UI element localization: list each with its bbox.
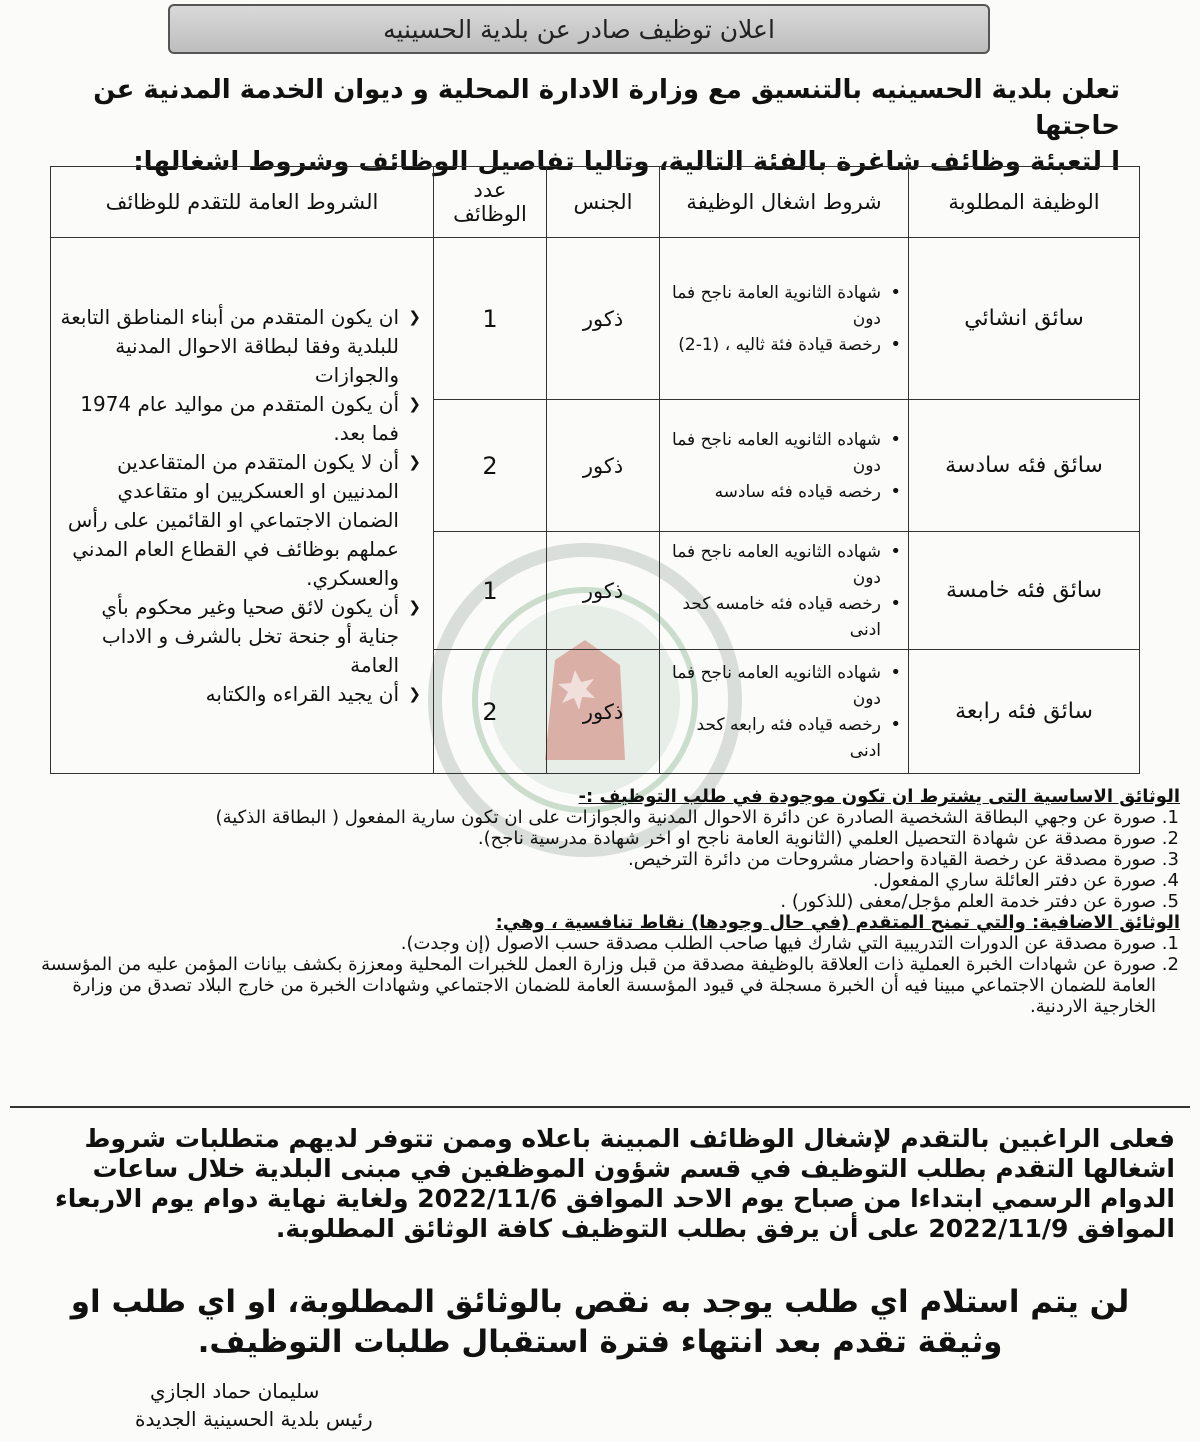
- intro-line-1: تعلن بلدية الحسينيه بالتنسيق مع وزارة الادارة المحلية و ديوان الخدمة المدنية عن حاجتها: [93, 75, 1120, 141]
- intro-paragraph: [70, 72, 1120, 180]
- general-condition-item: ❮ أن يجيد القراءه والكتابه: [55, 680, 421, 709]
- job-gender: ذكور: [547, 650, 660, 774]
- doc-item: 2. صورة عن شهادات الخبرة العملية ذات العلاقة بالوظيفة مصدقة من قبل وزارة العمل للخبرات المحلية ومعززة بكشف بيانات المؤمن عليه من المؤسسة العامة للضمان الاجتماعي مبينا فيه أن الخبرة مسجلة في قيود المؤسسة العامة للضمان الاجتماعي وشهادات الخبرة من خارج البلاد تصدق من وزارة الخارجية الاردنية.: [10, 954, 1156, 1017]
- general-condition-item: ❮ أن يكون المتقدم من مواليد عام 1974 فما بعد.: [55, 390, 421, 448]
- general-condition-item: ❮ أن لا يكون المتقدم من المتقاعدين المدنيين او العسكريين او متقاعدي الضمان الاجتماعي او القائمين على رأس عملهم بوظائف في القطاع العام المدني والعسكري.: [55, 448, 421, 593]
- documents-section: [10, 786, 1180, 1017]
- doc-item: 3. صورة مصدقة عن رخصة القيادة واحضار مشروحات من دائرة الترخيص.: [10, 849, 1156, 870]
- job-gender: ذكور: [547, 238, 660, 400]
- header-count: عدد الوظائف: [434, 167, 547, 238]
- doc-item: 5. صورة عن دفتر خدمة العلم مؤجل/معفى (للذكور) .: [10, 891, 1156, 912]
- job-count: 1: [434, 238, 547, 400]
- header-gender: الجنس: [547, 167, 660, 238]
- header-job: الوظيفة المطلوبة: [909, 167, 1140, 238]
- basic-docs-list: [10, 807, 1180, 912]
- condition-item: • رخصه قياده فئه سادسه: [667, 479, 881, 505]
- doc-item: 1. صورة مصدقة عن الدورات التدريبية التي شارك فيها صاحب الطلب مصدقة حسب الاصول (إن وجدت).: [10, 933, 1156, 954]
- job-count: 2: [434, 650, 547, 774]
- job-conditions: [660, 238, 909, 400]
- condition-item: • رخصة قيادة فئة ثاليه ، (1-2): [667, 332, 881, 358]
- general-condition-item: ❮ أن يكون لائق صحيا وغير محكوم بأي جناية أو جنحة تخل بالشرف و الاداب العامة: [55, 593, 421, 680]
- doc-item: 2. صورة مصدقة عن شهادة التحصيل العلمي (الثانوية العامة ناجح او اخر شهادة مدرسية ناجح).: [10, 828, 1156, 849]
- announcement-title: اعلان توظيف صادر عن بلدية الحسينيه: [168, 4, 990, 54]
- signatory-name: سليمان حماد الجازي: [150, 1379, 320, 1403]
- jobs-table: [50, 166, 1140, 774]
- condition-item: • رخصه قياده فئه رابعه كحد ادنى: [667, 712, 881, 764]
- signatory-title: رئيس بلدية الحسينية الجديدة: [135, 1407, 373, 1431]
- condition-item: • شهاده الثانويه العامه ناجح فما دون: [667, 427, 881, 479]
- job-title: سائق فئه خامسة: [909, 532, 1140, 650]
- job-conditions: [660, 532, 909, 650]
- header-conditions: شروط اشغال الوظيفة: [660, 167, 909, 238]
- application-instructions: فعلى الراغبين بالتقدم لإشغال الوظائف المبينة باعلاه وممن تتوفر لديهم متطلبات شروط اشغالها التقدم بطلب التوظيف في قسم شؤون الموظفين في مبنى البلدية خلال ساعات الدوام الرسمي ابتداءا من صباح يوم الاحد الموافق 2022/11/6 ولغاية نهاية دوام يوم الاربعاء الموافق 2022/11/9 على أن يرفق بطلب التوظيف كافة الوثائق المطلوبة.: [54, 1124, 1175, 1243]
- condition-item: • شهادة الثانوية العامة ناجح فما دون: [667, 280, 881, 332]
- job-title: سائق فئه رابعة: [909, 650, 1140, 774]
- job-title: سائق فئه سادسة: [909, 400, 1140, 532]
- job-conditions: [660, 650, 909, 774]
- job-count: 1: [434, 532, 547, 650]
- condition-item: • رخصه قياده فئه خامسه كحد ادنى: [667, 591, 881, 643]
- intro-line-2: ا لتعبئة وظائف شاغرة بالفئة التالية، وتاليا تفاصيل الوظائف وشروط اشغالها:: [133, 147, 1120, 177]
- doc-item: 4. صورة عن دفتر العائلة ساري المفعول.: [10, 870, 1156, 891]
- section-divider: [10, 1106, 1190, 1108]
- general-condition-item: ❮ ان يكون المتقدم من أبناء المناطق التابعة للبلدية وفقا لبطاقة الاحوال المدنية والجوازات: [55, 303, 421, 390]
- basic-docs-heading: الوثائق الاساسية التى يشترط ان تكون موجودة في طلب التوظيف :-: [578, 786, 1180, 807]
- general-conditions: [51, 238, 434, 774]
- table-row: [51, 238, 1140, 400]
- condition-item: • شهاده الثانويه العامه ناجح فما دون: [667, 660, 881, 712]
- extra-docs-heading: الوثائق الاضافية: والتي تمنح المتقدم (في حال وجودها) نقاط تنافسية ، وهي:: [495, 912, 1180, 933]
- warning-notice: لن يتم استلام اي طلب يوجد به نقص بالوثائق المطلوبة، او اي طلب او وثيقة تقدم بعد انتهاء فترة استقبال طلبات التوظيف.: [70, 1284, 1130, 1360]
- job-gender: ذكور: [547, 400, 660, 532]
- condition-item: • شهاده الثانويه العامه ناجح فما دون: [667, 539, 881, 591]
- job-gender: ذكور: [547, 532, 660, 650]
- header-general: الشروط العامة للتقدم للوظائف: [51, 167, 434, 238]
- doc-item: 1. صورة عن وجهي البطاقة الشخصية الصادرة عن دائرة الاحوال المدنية والجوازات على ان تكون سارية المفعول ( البطاقة الذكية): [10, 807, 1156, 828]
- job-count: 2: [434, 400, 547, 532]
- table-header-row: [51, 167, 1140, 238]
- extra-docs-list: [10, 933, 1180, 1017]
- job-title: سائق انشائي: [909, 238, 1140, 400]
- job-conditions: [660, 400, 909, 532]
